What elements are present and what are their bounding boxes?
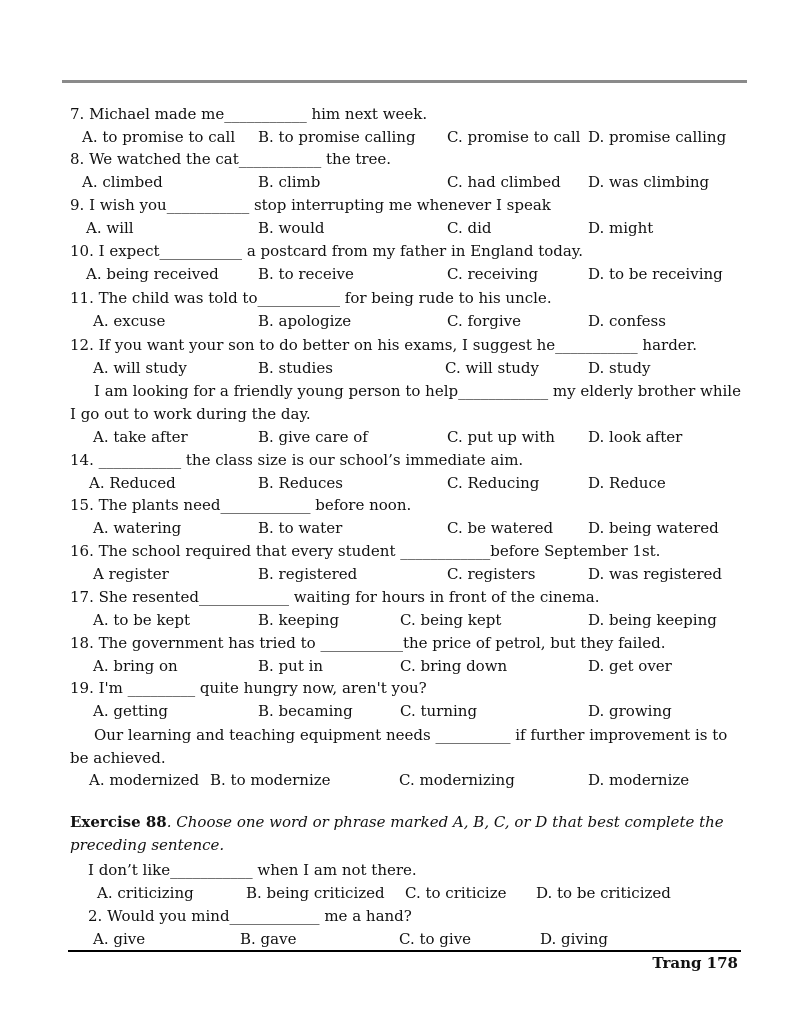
option-c: C. Reducing [447,474,540,492]
question-text: 11. The child was told to___________ for being rude to his uncle. [70,289,552,307]
option-b: B. apologize [258,312,352,330]
option-d: D. modernize [588,771,690,789]
question-text: 9. I wish you___________ stop interrupting me whenever I speak [70,196,551,214]
option-c: C. forgive [447,312,521,330]
option-b: B. becaming [258,702,353,720]
question-text: 14. ___________ the class size is our school’s immediate aim. [70,451,524,469]
option-c: C. receiving [447,265,539,283]
option-d: D. Reduce [588,474,666,492]
option-a: A. criticizing [97,884,194,902]
option-d: D. growing [588,702,672,720]
option-a: A register [93,565,169,583]
option-c: C. registers [447,565,536,583]
question-text: 18. The government has tried to ___________the price of petrol, but they failed. [70,634,666,652]
option-d: D. study [588,359,651,377]
option-a: A. will study [93,359,187,377]
option-d: D. look after [588,428,683,446]
option-a: A. climbed [82,173,163,191]
option-d: D. get over [588,657,672,675]
option-a: A. excuse [93,312,166,330]
exercise-instructions: . Choose one word or phrase marked A, B, C, or D that best complete the preceding sentence. [70,813,724,854]
option-a: A. give [93,930,146,948]
option-b: B. climb [258,173,321,191]
option-a: A. to be kept [93,611,191,629]
option-b: B. to modernize [210,771,331,789]
option-b: B. registered [258,565,358,583]
option-a: A. watering [93,519,182,537]
option-d: D. confess [588,312,666,330]
option-a: A. being received [86,265,219,283]
question-text: 7. Michael made me___________ him next week. [70,105,428,123]
option-b: B. put in [258,657,324,675]
option-b: B. Reduces [258,474,343,492]
question-text: 10. I expect___________ a postcard from my father in England today. [70,242,584,260]
option-b: B. studies [258,359,333,377]
question-text: I don’t like___________ when I am not there. [88,861,417,879]
question-text: 8. We watched the cat___________ the tree. [70,150,392,168]
option-c: C. will study [445,359,539,377]
question-text: 12. If you want your son to do better on his exams, I suggest he___________ harder. [70,336,697,354]
option-b: B. to water [258,519,343,537]
exercise-heading [70,811,742,857]
option-c: C. turning [400,702,478,720]
option-c: C. bring down [400,657,508,675]
option-b: B. would [258,219,325,237]
option-a: A. modernized [89,771,200,789]
option-d: D. promise calling [588,128,727,146]
question-text: 19. I'm _________ quite hungry now, aren't you? [70,679,427,697]
option-b: B. keeping [258,611,340,629]
option-d: D. to be receiving [588,265,723,283]
question-text: I am looking for a friendly young person to help____________ my elderly brother while I go out to work during the day. [70,382,741,423]
option-b: B. to receive [258,265,354,283]
option-b: B. to promise calling [258,128,416,146]
option-c: C. promise to call [447,128,581,146]
footer-divider [68,950,741,952]
page-number: Trang 178 [652,954,738,972]
option-a: A. take after [93,428,188,446]
option-c: C. put up with [447,428,555,446]
option-d: D. being keeping [588,611,717,629]
option-d: D. was registered [588,565,722,583]
question-text: 16. The school required that every student ____________before September 1st. [70,542,661,560]
option-a: A. Reduced [89,474,176,492]
option-c: C. be watered [447,519,554,537]
option-b: B. give care of [258,428,368,446]
question-text: Our learning and teaching equipment needs __________ if further improvement is to be achieved. [70,726,728,767]
option-c: C. had climbed [447,173,561,191]
header-divider [62,80,747,83]
option-a: A. will [86,219,134,237]
option-c: C. to criticize [405,884,507,902]
option-c: C. did [447,219,492,237]
option-c: C. modernizing [399,771,515,789]
option-d: D. being watered [588,519,719,537]
option-a: A. to promise to call [82,128,236,146]
option-b: B. being criticized [246,884,385,902]
option-c: C. being kept [400,611,502,629]
option-c: C. to give [399,930,472,948]
exercise-title: Exercise 88 [70,813,167,831]
option-d: D. to be criticized [536,884,671,902]
option-a: A. getting [93,702,168,720]
question-text: 15. The plants need____________ before noon. [70,496,412,514]
question-text: 2. Would you mind____________ me a hand? [88,907,412,925]
option-b: B. gave [240,930,297,948]
option-a: A. bring on [93,657,178,675]
option-d: D. might [588,219,654,237]
option-d: D. was climbing [588,173,710,191]
question-text: 17. She resented____________ waiting for hours in front of the cinema. [70,588,600,606]
option-d: D. giving [540,930,608,948]
